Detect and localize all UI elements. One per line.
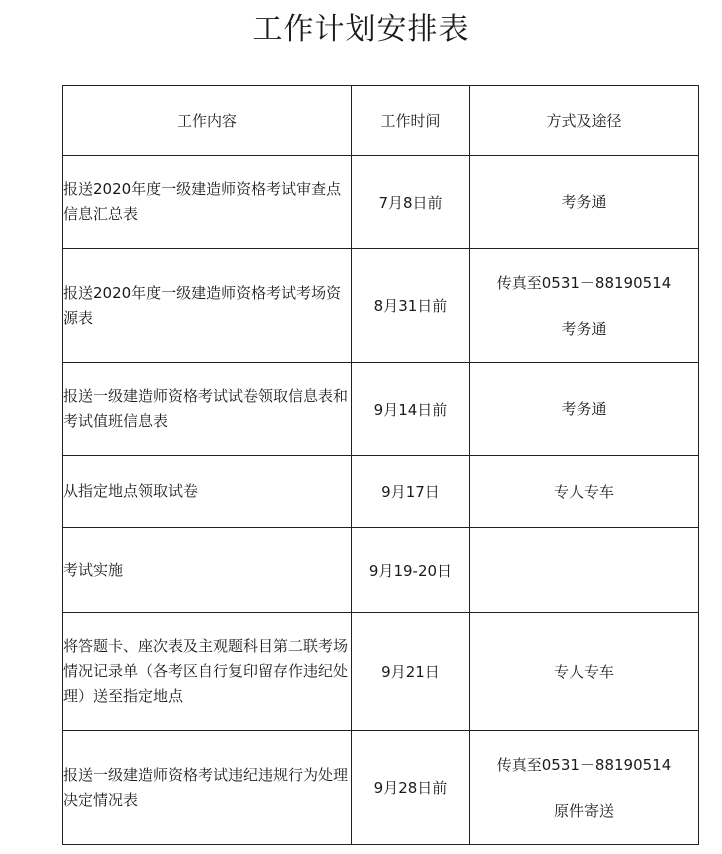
work-time-cell: 9月21日 bbox=[352, 613, 470, 731]
method-line: 考务通 bbox=[561, 319, 607, 338]
page-title: 工作计划安排表 bbox=[252, 12, 470, 47]
work-time-cell: 9月19-20日 bbox=[352, 528, 470, 613]
table-row bbox=[63, 249, 699, 363]
table-row bbox=[63, 456, 699, 528]
work-content-cell: 报送2020年度一级建造师资格考试审查点信息汇总表 bbox=[63, 156, 352, 249]
table-row bbox=[63, 613, 699, 731]
table-row bbox=[63, 363, 699, 456]
work-schedule-table bbox=[62, 85, 699, 845]
method-cell bbox=[470, 613, 699, 731]
work-content-cell: 从指定地点领取试卷 bbox=[63, 456, 352, 528]
method-cell-empty bbox=[470, 528, 699, 613]
method-cell bbox=[470, 249, 699, 363]
method-cell bbox=[470, 456, 699, 528]
work-content-cell: 报送一级建造师资格考试试卷领取信息表和考试值班信息表 bbox=[63, 363, 352, 456]
method-cell bbox=[470, 363, 699, 456]
method-line: 考务通 bbox=[561, 193, 607, 211]
work-content-cell: 将答题卡、座次表及主观题科目第二联考场情况记录单（各考区自行复印留存作违纪处理）送至指定地点 bbox=[63, 613, 352, 731]
header-work-time: 工作时间 bbox=[352, 86, 470, 156]
work-time-cell: 7月8日前 bbox=[352, 156, 470, 249]
method-cell bbox=[470, 731, 699, 845]
header-work-content: 工作内容 bbox=[63, 86, 352, 156]
work-content-cell: 考试实施 bbox=[63, 528, 352, 613]
work-content-cell: 报送一级建造师资格考试违纪违规行为处理决定情况表 bbox=[63, 731, 352, 845]
method-cell bbox=[470, 156, 699, 249]
work-time-cell: 8月31日前 bbox=[352, 249, 470, 363]
work-time-cell: 9月28日前 bbox=[352, 731, 470, 845]
table-header-row bbox=[63, 86, 699, 156]
method-line: 专人专车 bbox=[553, 662, 614, 681]
method-line: 考务通 bbox=[561, 400, 607, 418]
table-row bbox=[63, 731, 699, 845]
work-time-cell: 9月14日前 bbox=[352, 363, 470, 456]
method-line: 专人专车 bbox=[553, 482, 614, 501]
table-row bbox=[63, 528, 699, 613]
work-content-cell: 报送2020年度一级建造师资格考试考场资源表 bbox=[63, 249, 352, 363]
work-time-cell: 9月17日 bbox=[352, 456, 470, 528]
header-method: 方式及途径 bbox=[470, 86, 699, 156]
fax-number-line: 传真至0531－88190514 bbox=[496, 273, 672, 292]
fax-number-line: 传真至0531－88190514 bbox=[496, 755, 672, 774]
method-line: 原件寄送 bbox=[553, 801, 614, 820]
table-row bbox=[63, 156, 699, 249]
